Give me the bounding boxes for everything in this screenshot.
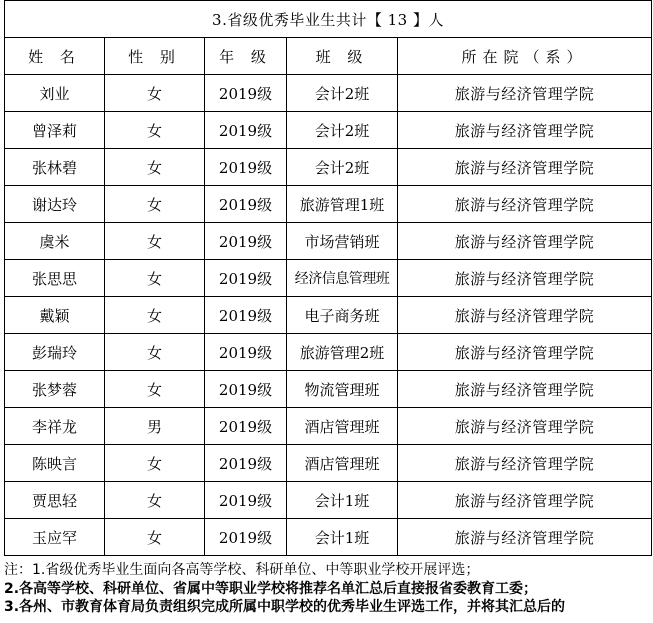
table-row	[5, 408, 652, 445]
table-row	[5, 519, 652, 556]
header-class[interactable]: 班 级	[287, 38, 398, 75]
cell-class[interactable]: 会计2班	[287, 75, 398, 112]
cell-class[interactable]: 市场营销班	[287, 223, 398, 260]
cell-class[interactable]: 会计1班	[287, 519, 398, 556]
cell-name[interactable]: 谢达玲	[5, 186, 105, 223]
note-line-2[interactable]: 2.各高等学校、科研单位、省属中等职业学校将推荐名单汇总后直接报省委教育工委；	[4, 580, 538, 597]
cell-year[interactable]: 2019级	[205, 371, 287, 408]
cell-name[interactable]: 贾思轻	[5, 482, 105, 519]
cell-college[interactable]: 旅游与经济管理学院	[398, 445, 652, 482]
cell-gender[interactable]: 女	[105, 223, 205, 260]
notes-section	[4, 561, 653, 617]
cell-college[interactable]: 旅游与经济管理学院	[398, 75, 652, 112]
table-row	[5, 371, 652, 408]
cell-name[interactable]: 曾泽莉	[5, 112, 105, 149]
cell-name[interactable]: 戴颖	[5, 297, 105, 334]
cell-gender[interactable]: 女	[105, 186, 205, 223]
table-row	[5, 149, 652, 186]
cell-college[interactable]: 旅游与经济管理学院	[398, 260, 652, 297]
cell-name[interactable]: 张林碧	[5, 149, 105, 186]
cell-year[interactable]: 2019级	[205, 260, 287, 297]
cell-gender[interactable]: 女	[105, 260, 205, 297]
cell-year[interactable]: 2019级	[205, 186, 287, 223]
spreadsheet-sheet	[4, 0, 651, 556]
cell-year[interactable]: 2019级	[205, 408, 287, 445]
cell-college[interactable]: 旅游与经济管理学院	[398, 519, 652, 556]
cell-college[interactable]: 旅游与经济管理学院	[398, 223, 652, 260]
cell-gender[interactable]: 女	[105, 334, 205, 371]
cell-class[interactable]: 经济信息管理班	[287, 260, 398, 297]
note-line-3[interactable]: 3.各州、市教育体育局负责组织完成所属中职学校的优秀毕业生评选工作，并将其汇总后的	[4, 599, 566, 615]
table-row	[5, 186, 652, 223]
table-header-row	[5, 38, 652, 75]
graduates-table	[4, 0, 652, 556]
cell-year[interactable]: 2019级	[205, 297, 287, 334]
cell-college[interactable]: 旅游与经济管理学院	[398, 112, 652, 149]
cell-gender[interactable]: 女	[105, 149, 205, 186]
table-row	[5, 223, 652, 260]
cell-college[interactable]: 旅游与经济管理学院	[398, 482, 652, 519]
cell-class[interactable]: 旅游管理1班	[287, 186, 398, 223]
table-title-row	[5, 1, 652, 38]
cell-name[interactable]: 虞米	[5, 223, 105, 260]
cell-class[interactable]: 酒店管理班	[287, 445, 398, 482]
header-gender[interactable]: 性 别	[105, 38, 205, 75]
cell-year[interactable]: 2019级	[205, 482, 287, 519]
cell-college[interactable]: 旅游与经济管理学院	[398, 408, 652, 445]
cell-name[interactable]: 陈映言	[5, 445, 105, 482]
cell-class[interactable]: 会计2班	[287, 112, 398, 149]
cell-name[interactable]: 李祥龙	[5, 408, 105, 445]
cell-gender[interactable]: 女	[105, 371, 205, 408]
cell-name[interactable]: 彭瑞玲	[5, 334, 105, 371]
cell-gender[interactable]: 女	[105, 75, 205, 112]
cell-class[interactable]: 会计2班	[287, 149, 398, 186]
table-row	[5, 112, 652, 149]
header-name[interactable]: 姓 名	[5, 38, 105, 75]
header-year[interactable]: 年 级	[205, 38, 287, 75]
cell-gender[interactable]: 女	[105, 445, 205, 482]
cell-college[interactable]: 旅游与经济管理学院	[398, 334, 652, 371]
cell-year[interactable]: 2019级	[205, 445, 287, 482]
cell-class[interactable]: 旅游管理2班	[287, 334, 398, 371]
cell-year[interactable]: 2019级	[205, 112, 287, 149]
cell-gender[interactable]: 女	[105, 112, 205, 149]
header-college[interactable]: 所在院（系）	[398, 38, 652, 75]
table-row	[5, 482, 652, 519]
cell-college[interactable]: 旅游与经济管理学院	[398, 149, 652, 186]
cell-gender[interactable]: 女	[105, 297, 205, 334]
cell-gender[interactable]: 男	[105, 408, 205, 445]
cell-year[interactable]: 2019级	[205, 149, 287, 186]
cell-class[interactable]: 会计1班	[287, 482, 398, 519]
cell-college[interactable]: 旅游与经济管理学院	[398, 297, 652, 334]
cell-class[interactable]: 酒店管理班	[287, 408, 398, 445]
cell-college[interactable]: 旅游与经济管理学院	[398, 371, 652, 408]
cell-college[interactable]: 旅游与经济管理学院	[398, 186, 652, 223]
cell-name[interactable]: 刘业	[5, 75, 105, 112]
note-line-1[interactable]: 注：1.省级优秀毕业生面向各高等学校、科研单位、中等职业学校开展评选；	[4, 562, 480, 578]
table-row	[5, 260, 652, 297]
cell-gender[interactable]: 女	[105, 519, 205, 556]
cell-class[interactable]: 电子商务班	[287, 297, 398, 334]
cell-year[interactable]: 2019级	[205, 334, 287, 371]
table-title[interactable]: 3.省级优秀毕业生共计【 13 】人	[5, 1, 652, 38]
cell-gender[interactable]: 女	[105, 482, 205, 519]
table-row	[5, 445, 652, 482]
table-row	[5, 75, 652, 112]
table-row	[5, 297, 652, 334]
cell-year[interactable]: 2019级	[205, 223, 287, 260]
cell-year[interactable]: 2019级	[205, 75, 287, 112]
cell-name[interactable]: 玉应罕	[5, 519, 105, 556]
cell-year[interactable]: 2019级	[205, 519, 287, 556]
table-row	[5, 334, 652, 371]
cell-name[interactable]: 张思思	[5, 260, 105, 297]
cell-name[interactable]: 张梦蓉	[5, 371, 105, 408]
cell-class[interactable]: 物流管理班	[287, 371, 398, 408]
